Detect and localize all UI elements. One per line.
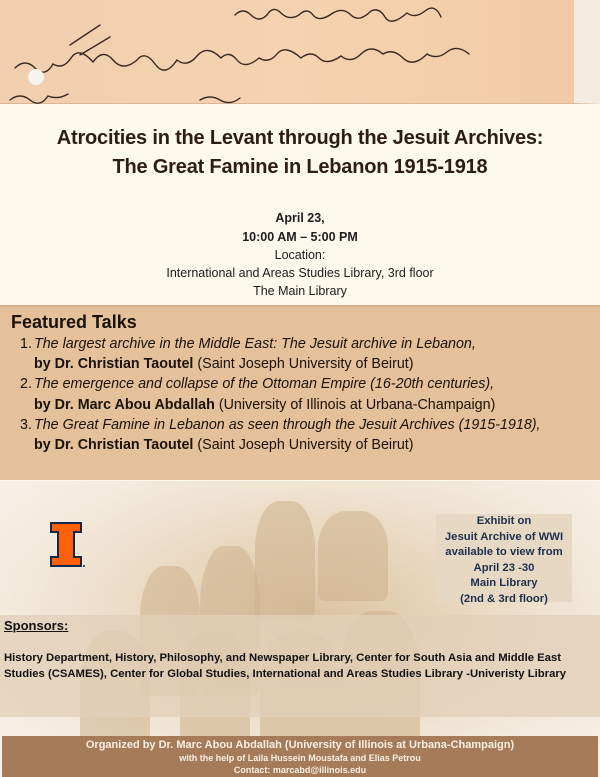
- location-line-1: International and Areas Studies Library, 3rd floor: [166, 266, 434, 280]
- talk-number: 1.: [20, 336, 32, 352]
- event-title-line-2: The Great Famine in Lebanon 1915-1918: [112, 156, 488, 178]
- talk-title: The largest archive in the Middle East: The Jesuit archive in Lebanon,: [34, 336, 476, 352]
- exhibit-info-box: [436, 514, 572, 605]
- exhibit-line: April 23 -30: [473, 561, 535, 574]
- illinois-logo: [50, 522, 86, 570]
- talk-item: [20, 374, 541, 414]
- featured-talks-section: [0, 305, 600, 480]
- contact-label: Contact:: [233, 765, 273, 775]
- manuscript-header-image: [0, 0, 600, 104]
- talk-speaker: by Dr. Marc Abou Abdallah: [34, 396, 215, 413]
- location-label: Location:: [274, 248, 326, 262]
- arabic-handwriting-image: [0, 0, 574, 104]
- talks-list: [20, 334, 541, 455]
- punch-hole: [28, 69, 44, 85]
- contact-line: [2, 765, 598, 775]
- helpers-credit: with the help of Laila Hussein Moustafa and Elias Petrou: [179, 753, 421, 763]
- talk-title: The Great Famine in Lebanon as seen through the Jesuit Archives (1915-1918),: [34, 416, 541, 433]
- organizer-credit: Organized by Dr. Marc Abou Abdallah (University of Illinois at Urbana-Champaign): [85, 739, 515, 751]
- exhibit-line: available to view from: [445, 546, 563, 558]
- sponsors-section: [0, 615, 600, 717]
- talk-speaker: by Dr. Christian Taoutel: [34, 356, 194, 373]
- exhibit-line: Exhibit on: [476, 515, 532, 527]
- featured-talks-heading: Featured Talks: [11, 312, 137, 332]
- sponsors-list: History Department, History, Philosophy, and Newspaper Library, Center for South Asia and Middle East Studies (CSAMES), Center for Global Studies, International and Areas Studies Library -Univeristy Library: [4, 652, 567, 680]
- talk-affiliation: (Saint Joseph University of Beirut): [193, 437, 414, 454]
- sponsors-heading: Sponsors:: [4, 618, 69, 633]
- contact-email-link[interactable]: marcabd@illinois.edu: [272, 765, 367, 775]
- talk-affiliation: (University of Illinois at Urbana-Champaign): [214, 396, 496, 413]
- event-title-line-1: Atrocities in the Levant through the Jesuit Archives:: [56, 127, 544, 149]
- talk-item: [20, 334, 541, 374]
- exhibit-line: (2nd & 3rd floor): [460, 592, 548, 605]
- exhibit-line: Main Library: [470, 577, 538, 589]
- talk-item: [20, 415, 541, 455]
- talk-number: 2.: [20, 376, 32, 393]
- event-header: [0, 104, 600, 303]
- talk-title: The emergence and collapse of the Ottoman Empire (16-20th centuries),: [34, 376, 495, 393]
- organizer-footer: [2, 736, 598, 777]
- event-time: 10:00 AM – 5:00 PM: [242, 230, 358, 244]
- talk-speaker: by Dr. Christian Taoutel: [34, 437, 194, 454]
- location-line-2: The Main Library: [253, 284, 347, 298]
- talk-affiliation: (Saint Joseph University of Beirut): [193, 356, 414, 373]
- event-date: April 23,: [275, 211, 325, 225]
- exhibit-line: Jesuit Archive of WWI: [444, 530, 564, 543]
- talk-number: 3.: [20, 416, 32, 433]
